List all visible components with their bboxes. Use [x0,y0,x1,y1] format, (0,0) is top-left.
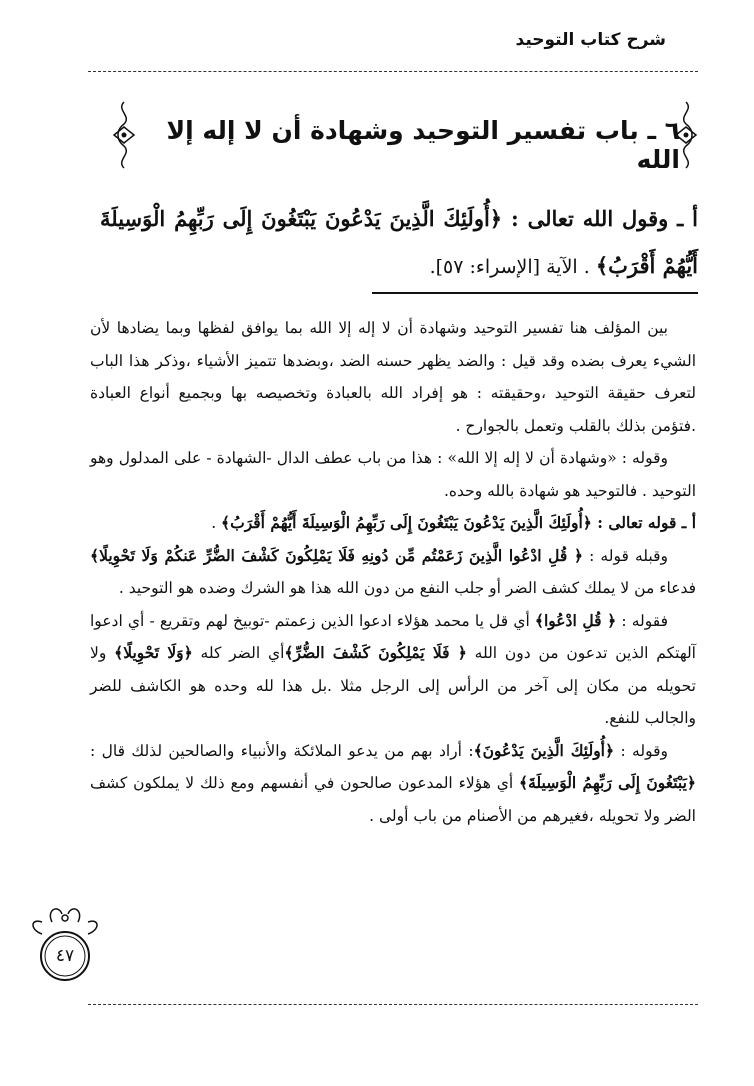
quran-quote: ﴿ فَلَا يَمْلِكُونَ كَشْفَ الضُّرِّ﴾ [284,643,467,662]
verse-intro: أ ـ وقول الله تعالى : [502,206,698,231]
text-run: وقوله : [614,741,668,760]
text-run: أي هؤلاء المدعون صالحون في أنفسهم ومع ذلك لا يملكون كشف الضر ولا تحويله ،فغيرهم من الأصنام من باب أولى . [90,774,696,825]
text-run: فدعاء من لا يملك كشف الضر أو جلب النفع من دون الله هذا هو الشرك وضده هو التوحيد . [118,579,696,597]
verse-reference: . الآية [الإسراء: ٥٧]. [429,256,596,278]
paragraph [90,605,696,735]
quran-quote: ﴿وَلَا تَحْوِيلًا﴾ [114,643,193,662]
paragraph-label: أ ـ قوله تعالى : [591,513,696,532]
text-run: أي الضر كله [192,644,285,662]
text-run: ولا تحويله من مكان إلى آخر من الرأس إلى الرجل مثلا .بل هذا لله وحده هو الكاشف للضر والجالب للنفع. [90,644,696,727]
paragraph [90,540,696,605]
text-run: أي قل يا محمد هؤلاء ادعوا الذين زعمتم -توبيخ لهم وتقريع - أي ادعوا آلهتكم الذين تدعون من دون الله [90,611,696,662]
page-number-ornament-icon [22,900,108,986]
paragraph: وقوله : «وشهادة أن لا إله إلا الله» : هذا من باب عطف الدال -الشهادة - على المدلول وهو التوحيد . فالتوحيد هو شهادة بالله وحده. [90,449,696,500]
ornament-left-icon [110,100,138,170]
quran-quote: ﴿ قُلِ ادْعُوا﴾ [534,610,617,630]
page-number: ٤٧ [55,946,75,966]
verse-quote: ﴿أُولَئِكَ الَّذِينَ يَدْعُونَ يَبْتَغُونَ إِلَى رَبِّهِمُ الْوَسِيلَةَ أَيُّهُمْ أَقْرَبُ﴾ [100,206,698,278]
quran-quote: ﴿يَبْتَغُونَ إِلَى رَبِّهِمُ الْوَسِيلَةَ﴾ [519,773,696,792]
commentary-body [90,312,696,832]
text-run: وقبله قوله : [582,546,668,565]
chapter-title: ٦ ـ باب تفسير التوحيد وشهادة أن لا إله إلا الله [166,116,680,174]
text-run: فقوله : [616,611,668,630]
page-number-frame [22,900,108,986]
paragraph [90,507,696,540]
text-run: : أراد بهم من يدعو الملائكة والأنبياء والصالحين لذلك قال : [90,741,474,760]
quran-quote: ﴿أُولَئِكَ الَّذِينَ يَدْعُونَ﴾ [473,740,615,760]
quran-quote: ﴿ قُلِ ادْعُوا الَّذِينَ زَعَمْتُم مِّن دُونِهِ فَلَا يَمْلِكُونَ كَشْفَ الضُّرِّ عَنكُمْ وَلَا تَحْوِيلًا﴾ [90,545,583,565]
quran-quote: ﴿أُولَئِكَ الَّذِينَ يَدْعُونَ يَبْتَغُونَ إِلَى رَبِّهِمُ الْوَسِيلَةَ أَيُّهُمْ أَقْرَبُ﴾ [221,513,592,532]
paragraph: بين المؤلف هنا تفسير التوحيد وشهادة أن لا إله إلا الله بما يوافق لفظها وبما يضادها لأن الشيء يعرف بضده وقد قيل : والضد يظهر حسنه الضد ،وبضدها تتميز الأشياء ،وذكر هذا الباب لتعرف حقيقة التوحيد ،وحقيقته : هو إفراد الله بالعبادة وتخصيصه بها وبجميع أنواع العبادة .فتؤمن بذلك بالقلب وتعمل بالجوارح . [90,319,696,435]
footer-rule [88,1004,698,1005]
verse-block [100,196,698,290]
running-head: شرح كتاب التوحيد [515,30,666,50]
text-run: . [211,514,222,532]
header-rule [88,71,698,72]
paragraph [90,735,696,833]
verse-underline [372,292,698,294]
